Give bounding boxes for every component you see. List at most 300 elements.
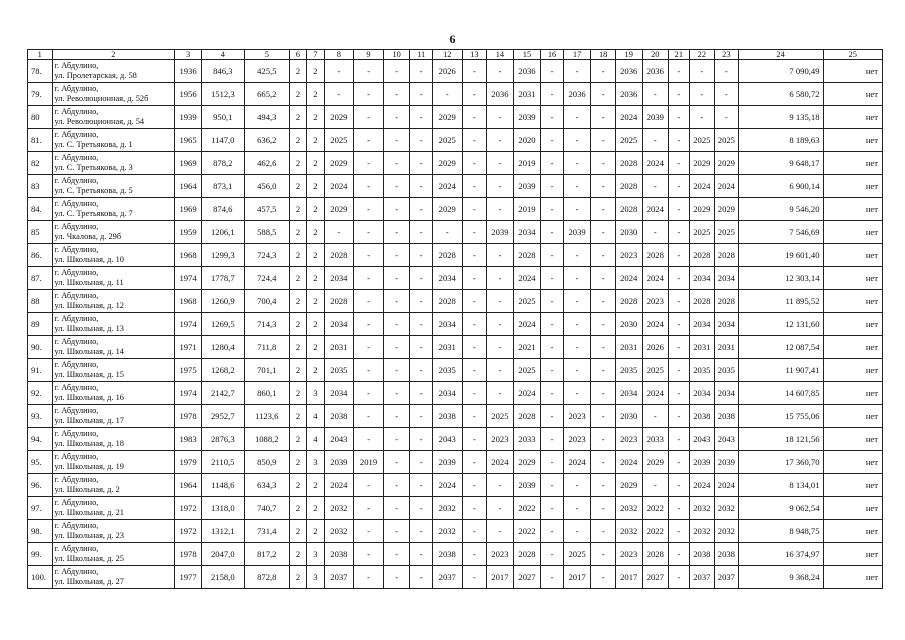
data-cell: 2025 xyxy=(689,221,715,244)
data-cell: 2037 xyxy=(715,566,739,589)
data-cell: 2038 xyxy=(324,405,354,428)
data-cell: 2 xyxy=(307,175,324,198)
data-cell: - xyxy=(354,428,384,451)
data-cell: 2029 xyxy=(324,198,354,221)
data-cell: 2023 xyxy=(487,543,514,566)
data-cell: - xyxy=(383,83,410,106)
data-cell: - xyxy=(354,382,384,405)
row-number: 97. xyxy=(28,497,53,520)
data-cell: 1977 xyxy=(175,566,202,589)
data-cell: 2028 xyxy=(324,244,354,267)
data-cell: - xyxy=(541,566,564,589)
data-cell: - xyxy=(541,497,564,520)
data-cell: - xyxy=(383,451,410,474)
data-cell: - xyxy=(669,474,689,497)
address-street: ул. Школьная, д. 12 xyxy=(54,301,124,310)
data-cell: нет xyxy=(823,152,883,175)
address-street: ул. Школьная, д. 19 xyxy=(54,462,124,471)
data-cell: 2024 xyxy=(642,267,669,290)
data-cell: нет xyxy=(823,497,883,520)
address-city: г. Абдулино, xyxy=(54,153,99,162)
data-cell: 2034 xyxy=(689,382,715,405)
data-cell: 2024 xyxy=(432,474,462,497)
address-cell xyxy=(52,60,175,83)
data-cell: - xyxy=(563,175,591,198)
address-cell xyxy=(52,106,175,129)
data-cell: 2 xyxy=(289,244,306,267)
data-cell: 2 xyxy=(307,474,324,497)
data-cell: - xyxy=(410,474,433,497)
data-cell: 12 131,60 xyxy=(738,313,823,336)
data-cell: 817,2 xyxy=(244,543,289,566)
data-cell: 2024 xyxy=(487,451,514,474)
address-city: г. Абдулино, xyxy=(54,245,99,254)
table-row xyxy=(28,474,883,497)
data-cell: 12 303,14 xyxy=(738,267,823,290)
column-header: 16 xyxy=(541,50,564,60)
table-row xyxy=(28,566,883,589)
data-cell: - xyxy=(591,198,616,221)
table-row xyxy=(28,175,883,198)
table-row xyxy=(28,60,883,83)
column-header: 3 xyxy=(175,50,202,60)
data-cell: 2024 xyxy=(324,175,354,198)
data-cell: - xyxy=(669,290,689,313)
data-cell: 14 607,85 xyxy=(738,382,823,405)
address-street: ул. Школьная, д. 14 xyxy=(54,347,124,356)
data-cell: 2037 xyxy=(324,566,354,589)
column-header: 12 xyxy=(432,50,462,60)
data-cell: - xyxy=(563,129,591,152)
data-cell: 1123,6 xyxy=(244,405,289,428)
data-cell: 2031 xyxy=(715,336,739,359)
data-cell: - xyxy=(383,336,410,359)
column-header: 5 xyxy=(244,50,289,60)
data-cell: 3 xyxy=(307,543,324,566)
data-cell: - xyxy=(354,497,384,520)
row-number: 87. xyxy=(28,267,53,290)
data-cell: 2025 xyxy=(487,405,514,428)
row-number: 93. xyxy=(28,405,53,428)
data-cell: - xyxy=(591,83,616,106)
data-cell: - xyxy=(383,382,410,405)
table-row xyxy=(28,428,883,451)
data-cell: - xyxy=(642,83,669,106)
data-cell: 2039 xyxy=(432,451,462,474)
data-cell: 2 xyxy=(307,359,324,382)
data-cell: - xyxy=(383,359,410,382)
data-cell: 872,8 xyxy=(244,566,289,589)
row-number: 92. xyxy=(28,382,53,405)
address-street: ул. Чкалова, д. 29б xyxy=(54,232,122,241)
data-cell: 15 755,06 xyxy=(738,405,823,428)
data-cell: - xyxy=(642,474,669,497)
data-cell: 2035 xyxy=(689,359,715,382)
data-cell: - xyxy=(541,129,564,152)
data-cell: 2 xyxy=(289,290,306,313)
data-cell: 2 xyxy=(307,520,324,543)
data-cell: 1971 xyxy=(175,336,202,359)
data-cell: - xyxy=(591,451,616,474)
data-cell: 2032 xyxy=(432,520,462,543)
data-cell: 2 xyxy=(307,198,324,221)
data-cell: - xyxy=(354,244,384,267)
table-row xyxy=(28,198,883,221)
row-number: 91. xyxy=(28,359,53,382)
data-cell: 2039 xyxy=(487,221,514,244)
data-cell: 9 546,20 xyxy=(738,198,823,221)
data-cell: 711,8 xyxy=(244,336,289,359)
data-cell: 2039 xyxy=(324,451,354,474)
data-cell: - xyxy=(383,198,410,221)
data-cell: - xyxy=(563,382,591,405)
data-cell: 846,3 xyxy=(201,60,244,83)
data-cell: 1974 xyxy=(175,313,202,336)
column-header: 4 xyxy=(201,50,244,60)
address-city: г. Абдулино, xyxy=(54,544,99,553)
row-number: 81. xyxy=(28,129,53,152)
data-cell: 2022 xyxy=(513,520,541,543)
data-cell: 3 xyxy=(307,451,324,474)
data-cell: 2028 xyxy=(432,290,462,313)
data-cell: - xyxy=(541,428,564,451)
data-cell: - xyxy=(354,543,384,566)
data-cell: - xyxy=(591,60,616,83)
data-cell: - xyxy=(462,244,487,267)
address-cell xyxy=(52,405,175,428)
data-cell: 665,2 xyxy=(244,83,289,106)
column-header: 24 xyxy=(738,50,823,60)
data-cell: - xyxy=(487,497,514,520)
row-number: 100. xyxy=(28,566,53,589)
data-cell: 1965 xyxy=(175,129,202,152)
data-cell: - xyxy=(541,313,564,336)
data-cell: - xyxy=(354,290,384,313)
data-cell: 1312,1 xyxy=(201,520,244,543)
address-cell xyxy=(52,520,175,543)
data-cell: 2024 xyxy=(615,451,642,474)
data-cell: - xyxy=(591,244,616,267)
data-cell: - xyxy=(410,313,433,336)
data-cell: - xyxy=(563,290,591,313)
address-street: ул. Школьная, д. 11 xyxy=(54,278,124,287)
table-row xyxy=(28,244,883,267)
address-cell xyxy=(52,244,175,267)
data-cell: - xyxy=(591,359,616,382)
data-cell: нет xyxy=(823,221,883,244)
data-cell: 2039 xyxy=(513,474,541,497)
data-cell: 457,5 xyxy=(244,198,289,221)
address-street: ул. С. Третьякова, д. 5 xyxy=(54,186,133,195)
address-city: г. Абдулино, xyxy=(54,429,99,438)
data-cell: - xyxy=(410,405,433,428)
table-row xyxy=(28,83,883,106)
data-cell: - xyxy=(591,543,616,566)
data-cell: - xyxy=(715,60,739,83)
data-cell: 11 895,52 xyxy=(738,290,823,313)
data-cell: - xyxy=(462,221,487,244)
row-number: 96. xyxy=(28,474,53,497)
data-cell: 2021 xyxy=(513,336,541,359)
column-header: 6 xyxy=(289,50,306,60)
data-cell: 2027 xyxy=(513,566,541,589)
address-city: г. Абдулино, xyxy=(54,107,99,116)
data-cell: 2029 xyxy=(642,451,669,474)
data-cell: - xyxy=(462,83,487,106)
column-header: 11 xyxy=(410,50,433,60)
table-row xyxy=(28,451,883,474)
data-cell: 2036 xyxy=(642,60,669,83)
row-number: 89 xyxy=(28,313,53,336)
data-cell: - xyxy=(383,543,410,566)
address-street: ул. Пролетарская, д. 58 xyxy=(54,71,137,80)
data-cell: 2025 xyxy=(432,129,462,152)
data-cell: 1974 xyxy=(175,382,202,405)
data-cell: - xyxy=(462,152,487,175)
address-city: г. Абдулино, xyxy=(54,268,99,277)
data-cell: - xyxy=(669,543,689,566)
data-cell: - xyxy=(669,520,689,543)
data-cell: 1964 xyxy=(175,474,202,497)
data-cell: - xyxy=(563,267,591,290)
data-cell: - xyxy=(487,106,514,129)
data-cell: 2 xyxy=(289,497,306,520)
address-cell xyxy=(52,152,175,175)
data-cell: - xyxy=(462,267,487,290)
data-cell: 2 xyxy=(307,497,324,520)
data-cell: - xyxy=(591,474,616,497)
address-city: г. Абдулино, xyxy=(54,130,99,139)
data-cell: 2 xyxy=(289,106,306,129)
data-cell: 2 xyxy=(307,60,324,83)
data-cell: - xyxy=(591,382,616,405)
data-cell: 2022 xyxy=(642,520,669,543)
data-cell: - xyxy=(487,382,514,405)
data-cell: - xyxy=(563,497,591,520)
data-cell: - xyxy=(383,175,410,198)
address-street: ул. Школьная, д. 2 xyxy=(54,485,120,494)
data-cell: - xyxy=(354,221,384,244)
data-cell: 17 360,70 xyxy=(738,451,823,474)
data-cell: 2032 xyxy=(689,520,715,543)
data-cell: - xyxy=(410,497,433,520)
data-cell: 2 xyxy=(307,129,324,152)
data-cell: - xyxy=(591,336,616,359)
data-cell: - xyxy=(383,405,410,428)
address-cell xyxy=(52,497,175,520)
data-cell: 2 xyxy=(289,428,306,451)
data-cell: 2158,0 xyxy=(201,566,244,589)
data-cell: 2 xyxy=(289,129,306,152)
data-cell: 2039 xyxy=(715,451,739,474)
data-cell: - xyxy=(383,244,410,267)
data-cell: 2029 xyxy=(689,152,715,175)
data-cell: 2023 xyxy=(642,290,669,313)
column-header: 23 xyxy=(715,50,739,60)
data-cell: - xyxy=(462,451,487,474)
data-cell: 425,5 xyxy=(244,60,289,83)
column-number-row xyxy=(28,50,883,60)
column-header: 17 xyxy=(563,50,591,60)
data-cell: - xyxy=(715,106,739,129)
data-cell: 2035 xyxy=(715,359,739,382)
table-row xyxy=(28,313,883,336)
data-cell: 2036 xyxy=(563,83,591,106)
data-cell: 2035 xyxy=(432,359,462,382)
data-cell: 2028 xyxy=(513,244,541,267)
data-cell: 2029 xyxy=(615,474,642,497)
address-city: г. Абдулино, xyxy=(54,222,99,231)
data-cell: 2032 xyxy=(715,520,739,543)
data-cell: 1260,9 xyxy=(201,290,244,313)
address-city: г. Абдулино, xyxy=(54,61,99,70)
data-cell: 2043 xyxy=(689,428,715,451)
data-cell: - xyxy=(410,129,433,152)
address-cell xyxy=(52,382,175,405)
data-cell: 2038 xyxy=(689,405,715,428)
data-cell: 1983 xyxy=(175,428,202,451)
row-number: 82 xyxy=(28,152,53,175)
data-cell: 1959 xyxy=(175,221,202,244)
data-cell: - xyxy=(462,129,487,152)
address-cell xyxy=(52,267,175,290)
table-row xyxy=(28,405,883,428)
data-cell: - xyxy=(383,221,410,244)
data-cell: 1969 xyxy=(175,198,202,221)
data-cell: - xyxy=(462,428,487,451)
data-cell: нет xyxy=(823,336,883,359)
data-cell: 1299,3 xyxy=(201,244,244,267)
data-cell: нет xyxy=(823,359,883,382)
table-row xyxy=(28,497,883,520)
data-cell: 2029 xyxy=(324,152,354,175)
row-number: 99. xyxy=(28,543,53,566)
data-cell: 7 546,69 xyxy=(738,221,823,244)
data-cell: нет xyxy=(823,451,883,474)
data-cell: 2 xyxy=(307,267,324,290)
data-cell: 2110,5 xyxy=(201,451,244,474)
data-cell: 1512,3 xyxy=(201,83,244,106)
data-cell: 2030 xyxy=(615,221,642,244)
data-cell: 19 601,40 xyxy=(738,244,823,267)
data-cell: - xyxy=(487,313,514,336)
column-header: 10 xyxy=(383,50,410,60)
column-header: 14 xyxy=(487,50,514,60)
data-cell: 2 xyxy=(289,543,306,566)
data-cell: 2032 xyxy=(715,497,739,520)
data-cell: нет xyxy=(823,106,883,129)
data-cell: - xyxy=(669,566,689,589)
data-cell: 1968 xyxy=(175,244,202,267)
address-cell xyxy=(52,428,175,451)
address-street: ул. Школьная, д. 16 xyxy=(54,393,124,402)
data-cell: 2031 xyxy=(615,336,642,359)
data-cell: - xyxy=(563,244,591,267)
data-cell: 4 xyxy=(307,428,324,451)
data-cell: 2023 xyxy=(563,405,591,428)
data-cell: - xyxy=(591,405,616,428)
data-cell: 588,5 xyxy=(244,221,289,244)
data-cell: 724,3 xyxy=(244,244,289,267)
data-cell: - xyxy=(541,106,564,129)
data-cell: - xyxy=(541,543,564,566)
data-cell: 1975 xyxy=(175,359,202,382)
data-cell: 873,1 xyxy=(201,175,244,198)
data-cell: - xyxy=(462,175,487,198)
data-cell: 2034 xyxy=(513,221,541,244)
data-cell: - xyxy=(591,497,616,520)
data-cell: 701,1 xyxy=(244,359,289,382)
data-cell: 1206,1 xyxy=(201,221,244,244)
data-cell: 731,4 xyxy=(244,520,289,543)
data-cell: - xyxy=(383,520,410,543)
data-cell: - xyxy=(324,221,354,244)
data-cell: - xyxy=(410,152,433,175)
data-cell: - xyxy=(383,474,410,497)
data-cell: - xyxy=(410,244,433,267)
data-cell: - xyxy=(591,267,616,290)
data-cell: - xyxy=(563,359,591,382)
data-cell: 2024 xyxy=(563,451,591,474)
data-cell: - xyxy=(383,129,410,152)
data-cell: нет xyxy=(823,175,883,198)
data-cell: - xyxy=(669,497,689,520)
data-cell: 2034 xyxy=(324,313,354,336)
address-cell xyxy=(52,129,175,152)
data-cell: 724,4 xyxy=(244,267,289,290)
data-cell: нет xyxy=(823,244,883,267)
data-cell: 2024 xyxy=(513,313,541,336)
data-cell: 18 121,56 xyxy=(738,428,823,451)
data-cell: 2037 xyxy=(432,566,462,589)
data-cell: 2032 xyxy=(324,497,354,520)
data-cell: 2 xyxy=(307,313,324,336)
data-cell: - xyxy=(354,106,384,129)
row-number: 98. xyxy=(28,520,53,543)
data-cell: - xyxy=(354,566,384,589)
address-cell xyxy=(52,474,175,497)
data-cell: 2028 xyxy=(513,405,541,428)
data-cell: 6 900,14 xyxy=(738,175,823,198)
data-cell: - xyxy=(383,313,410,336)
data-cell: - xyxy=(354,336,384,359)
data-cell: - xyxy=(541,290,564,313)
data-cell: - xyxy=(410,290,433,313)
data-cell: 2019 xyxy=(354,451,384,474)
data-cell: - xyxy=(541,267,564,290)
data-cell: 2029 xyxy=(715,198,739,221)
data-cell: 2025 xyxy=(615,129,642,152)
column-header: 15 xyxy=(513,50,541,60)
address-city: г. Абдулино, xyxy=(54,199,99,208)
data-cell: 2 xyxy=(289,198,306,221)
data-cell: 2 xyxy=(289,451,306,474)
data-cell: 2035 xyxy=(324,359,354,382)
data-cell: 1939 xyxy=(175,106,202,129)
data-cell: 2 xyxy=(307,336,324,359)
data-cell: - xyxy=(541,474,564,497)
data-cell: - xyxy=(354,405,384,428)
data-cell: 2034 xyxy=(432,313,462,336)
address-street: ул. Революционная, д. 52б xyxy=(54,94,149,103)
data-cell: 1268,2 xyxy=(201,359,244,382)
data-cell: нет xyxy=(823,474,883,497)
data-cell: - xyxy=(669,336,689,359)
data-cell: - xyxy=(541,60,564,83)
column-header: 9 xyxy=(354,50,384,60)
row-number: 84. xyxy=(28,198,53,221)
data-cell: 8 189,63 xyxy=(738,129,823,152)
